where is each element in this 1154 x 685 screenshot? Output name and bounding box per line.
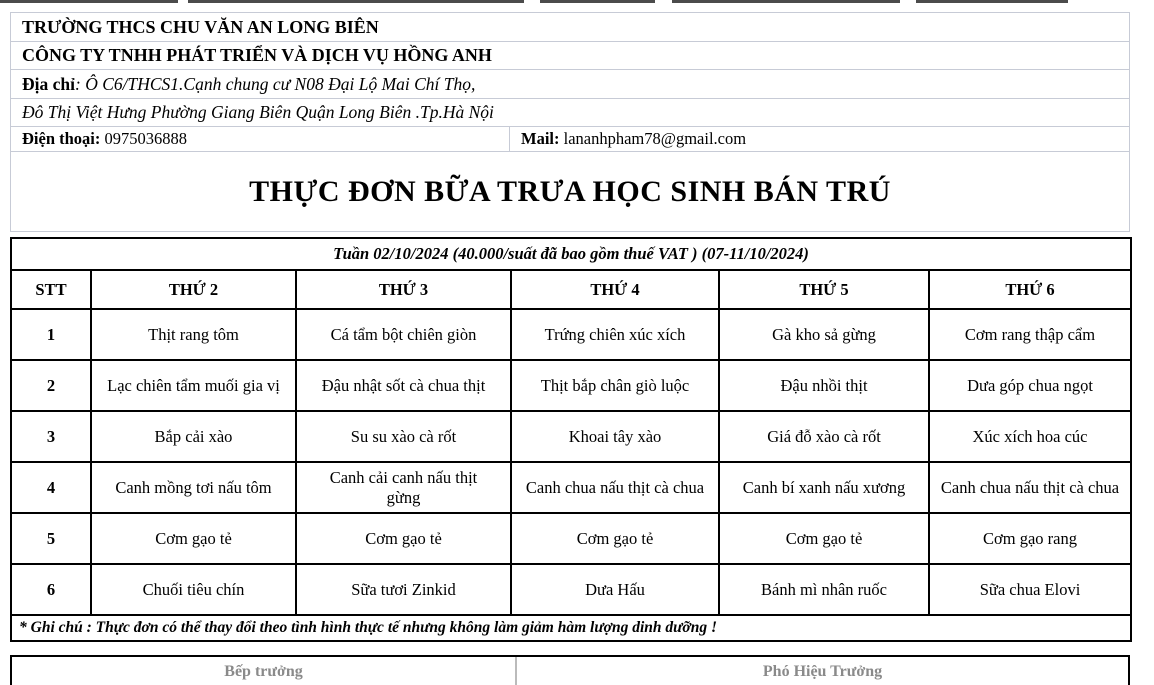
- menu-row-1: [11, 309, 1131, 360]
- menu-cell: Canh chua nấu thịt cà chua: [511, 462, 719, 513]
- column-header-thu6: THỨ 6: [929, 270, 1131, 309]
- cutoff-row-border: [540, 0, 655, 3]
- mail-cell: [509, 127, 1129, 151]
- cutoff-row-border: [916, 0, 1068, 3]
- menu-cell: Cơm rang thập cẩm: [929, 309, 1131, 360]
- note-text: * Ghi chú : Thực đơn có thể thay đổi theo tình hình thực tế nhưng không làm giảm hàm lượng dinh dưỡng !: [11, 615, 1131, 641]
- phone-value: 0975036888: [104, 129, 187, 148]
- menu-cell: Giá đỗ xào cà rốt: [719, 411, 929, 462]
- mail-value: lananhpham78@gmail.com: [563, 129, 747, 148]
- mail-label: Mail:: [521, 129, 560, 148]
- page-title: THỰC ĐƠN BỮA TRƯA HỌC SINH BÁN TRÚ: [249, 174, 891, 208]
- menu-cell: Cơm gạo rang: [929, 513, 1131, 564]
- menu-row-6: [11, 564, 1131, 615]
- menu-cell: Xúc xích hoa cúc: [929, 411, 1131, 462]
- address-line-1-text: : Ô C6/THCS1.Cạnh chung cư N08 Đại Lộ Mai Chí Thọ,: [75, 73, 476, 94]
- signature-left-cell: [12, 657, 517, 685]
- phone-label: Điện thoại:: [22, 129, 101, 148]
- menu-cell: Su su xào cà rốt: [296, 411, 511, 462]
- menu-cell: Cơm gạo tẻ: [296, 513, 511, 564]
- header-block: [10, 12, 1130, 232]
- menu-cell: Cơm gạo tẻ: [719, 513, 929, 564]
- menu-cell: Đậu nhật sốt cà chua thịt: [296, 360, 511, 411]
- company-name: CÔNG TY TNHH PHÁT TRIỂN VÀ DỊCH VỤ HỒNG ANH: [11, 41, 1129, 69]
- signature-row: [10, 655, 1130, 685]
- menu-row-5: [11, 513, 1131, 564]
- menu-cell: Đậu nhồi thịt: [719, 360, 929, 411]
- address-line-1: [11, 69, 1129, 98]
- cutoff-row-border: [188, 0, 524, 3]
- menu-cell: Gà kho sả gừng: [719, 309, 929, 360]
- stt-cell: 6: [11, 564, 91, 615]
- signature-right-label: Phó Hiệu Trưởng: [762, 663, 883, 680]
- address-label: Địa chỉ: [22, 73, 75, 94]
- menu-row-3: [11, 411, 1131, 462]
- menu-cell: Sữa chua Elovi: [929, 564, 1131, 615]
- menu-cell: Cơm gạo tẻ: [91, 513, 296, 564]
- menu-cell: Dưa Hấu: [511, 564, 719, 615]
- menu-row-2: [11, 360, 1131, 411]
- column-header-thu2: THỨ 2: [91, 270, 296, 309]
- menu-cell: Cơm gạo tẻ: [511, 513, 719, 564]
- menu-cell: Sữa tươi Zinkid: [296, 564, 511, 615]
- stt-cell: 1: [11, 309, 91, 360]
- week-caption-row: [11, 238, 1131, 270]
- menu-cell: Dưa góp chua ngọt: [929, 360, 1131, 411]
- menu-cell: Canh cải canh nấu thịt gừng: [296, 462, 511, 513]
- column-header-row: [11, 270, 1131, 309]
- signature-left-label: Bếp trưởng: [224, 663, 303, 680]
- stt-cell: 4: [11, 462, 91, 513]
- menu-cell: Thịt rang tôm: [91, 309, 296, 360]
- menu-cell: Bắp cải xào: [91, 411, 296, 462]
- stt-cell: 2: [11, 360, 91, 411]
- menu-cell: Cá tẩm bột chiên giòn: [296, 309, 511, 360]
- menu-cell: Trứng chiên xúc xích: [511, 309, 719, 360]
- phone-cell: [11, 127, 509, 151]
- menu-cell: Thịt bắp chân giò luộc: [511, 360, 719, 411]
- signature-right-cell: [517, 657, 1128, 685]
- menu-cell: Canh mồng tơi nấu tôm: [91, 462, 296, 513]
- stt-cell: 3: [11, 411, 91, 462]
- school-name: TRƯỜNG THCS CHU VĂN AN LONG BIÊN: [11, 12, 1129, 41]
- menu-cell: Khoai tây xào: [511, 411, 719, 462]
- address-line-2: Đô Thị Việt Hưng Phường Giang Biên Quận Long Biên .Tp.Hà Nội: [11, 98, 1129, 126]
- note-row: [11, 615, 1131, 641]
- title-row: [11, 151, 1129, 231]
- menu-cell: Lạc chiên tẩm muối gia vị: [91, 360, 296, 411]
- column-header-thu4: THỨ 4: [511, 270, 719, 309]
- column-header-thu3: THỨ 3: [296, 270, 511, 309]
- menu-row-4: [11, 462, 1131, 513]
- stt-cell: 5: [11, 513, 91, 564]
- menu-cell: Canh chua nấu thịt cà chua: [929, 462, 1131, 513]
- menu-cell: Bánh mì nhân ruốc: [719, 564, 929, 615]
- column-header-thu5: THỨ 5: [719, 270, 929, 309]
- cutoff-row-border: [0, 0, 178, 3]
- menu-cell: Canh bí xanh nấu xương: [719, 462, 929, 513]
- column-header-stt: STT: [11, 270, 91, 309]
- menu-cell: Chuối tiêu chín: [91, 564, 296, 615]
- week-caption: Tuần 02/10/2024 (40.000/suất đã bao gồm thuế VAT ) (07-11/10/2024): [11, 238, 1131, 270]
- cutoff-row-border: [672, 0, 900, 3]
- contact-row: [11, 126, 1129, 151]
- menu-table: [10, 237, 1132, 642]
